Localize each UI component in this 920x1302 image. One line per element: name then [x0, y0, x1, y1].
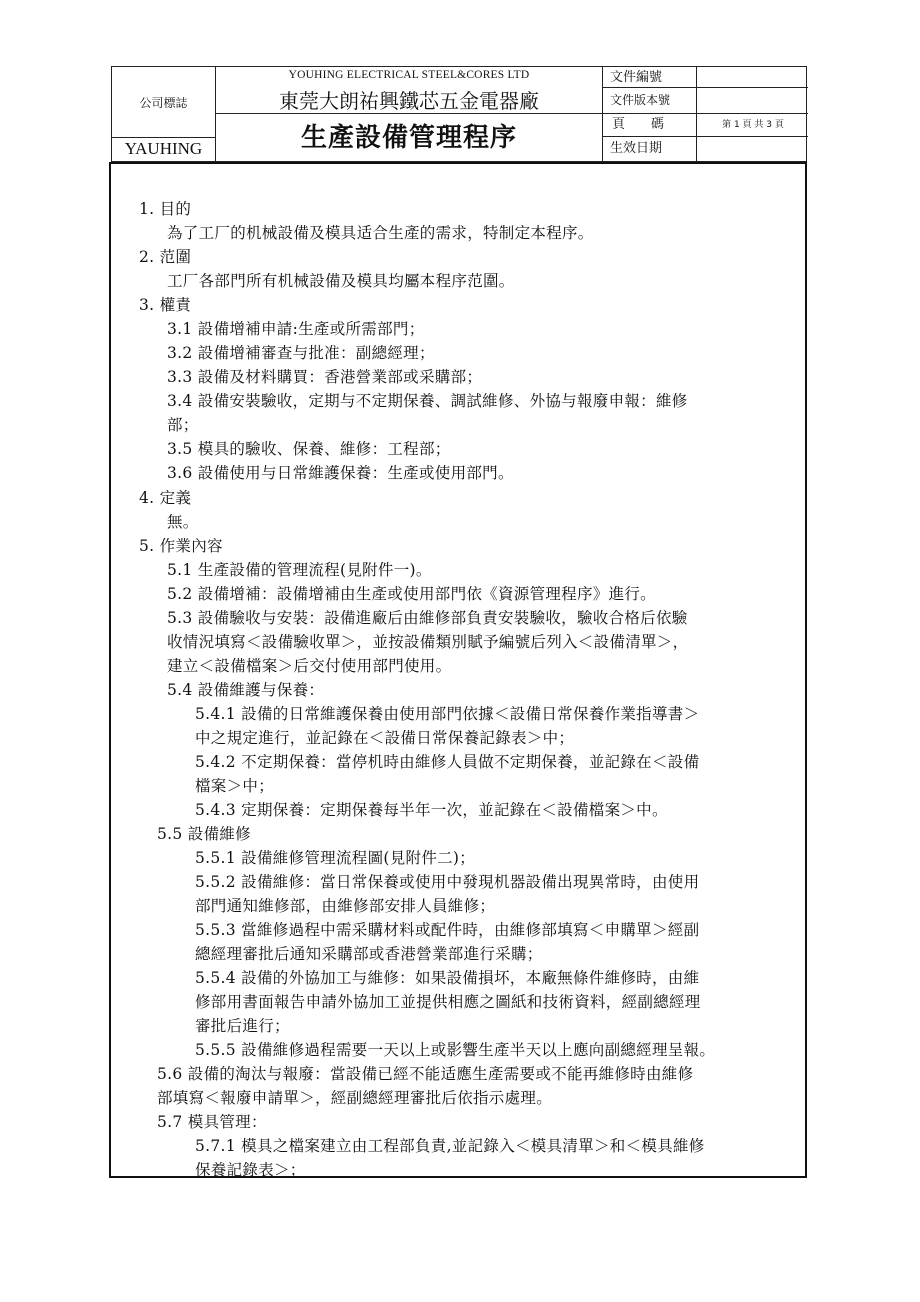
body-line: 中之規定進行，並記錄在＜設備日常保養記錄表＞中；	[195, 729, 575, 747]
body-line: 3.3 設備及材料購買：香港營業部或采購部；	[167, 368, 483, 386]
logo-label: 公司標誌	[139, 95, 188, 110]
body-line: 5.4 設備維護与保養：	[167, 681, 325, 699]
body-line: 部；	[167, 416, 199, 434]
company-name-en: YOUHING ELECTRICAL STEEL&CORES LTD	[288, 69, 530, 81]
body-line: 修部用書面報告申請外協加工並提供相應之圖紙和技術資料，經副總經理	[195, 993, 701, 1011]
body-line: 保養記錄表＞；	[195, 1161, 306, 1179]
body-line: 5.1 生產設備的管理流程(見附件一)。	[167, 561, 432, 579]
body-line: 為了工厂的机械設備及模具适合生產的需求，特制定本程序。	[167, 224, 594, 242]
section-heading: 3. 權責	[139, 296, 192, 314]
section-heading: 1. 目的	[139, 200, 192, 218]
body-line: 5.4.3 定期保養：定期保養每半年一次，並記錄在＜設備檔案＞中。	[195, 801, 668, 819]
body-line: 3.4 設備安裝驗收，定期与不定期保養、調試維修、外協与報廢申報：維修	[167, 392, 688, 410]
body-line: 建立＜設備檔案＞后交付使用部門使用。	[167, 657, 452, 675]
document-title: 生產設備管理程序	[300, 123, 517, 153]
body-line: 3.1 設備增補申請:生產或所需部門；	[167, 320, 425, 338]
section-heading: 4. 定義	[139, 489, 192, 507]
effective-date-value	[698, 137, 808, 161]
body-line: 總經理審批后通知采購部或香港營業部進行采購；	[195, 945, 543, 963]
body-line: 5.5.2 設備維修：當日常保養或使用中發現机器設備出現異常時，由使用	[195, 873, 700, 891]
body-line: 5.6 設備的淘汰与報廢：當設備已經不能适應生產需要或不能再維修時由維修	[157, 1065, 694, 1083]
body-line: 5.3 設備驗收与安裝：設備進廠后由維修部負責安裝驗收，驗收合格后依驗	[167, 609, 688, 627]
section-heading: 2. 范圍	[139, 248, 192, 266]
body-line: 5.5.1 設備維修管理流程圖(見附件二)；	[195, 849, 476, 867]
header-divider	[696, 67, 697, 161]
brand-name: YAUHING	[124, 139, 203, 158]
body-line: 3.6 設備使用与日常維護保養：生產或使用部門。	[167, 464, 514, 482]
body-line: 3.5 模具的驗收、保養、維修：工程部；	[167, 440, 451, 458]
doc-version-label: 文件版本號	[610, 93, 671, 107]
body-line: 5.4.1 設備的日常維護保養由使用部門依據＜設備日常保養作業指導書＞	[195, 705, 700, 723]
section-heading: 5. 作業內容	[139, 537, 223, 555]
body-line: 5.7 模具管理：	[157, 1113, 267, 1131]
header-divider	[602, 67, 603, 161]
body-line: 5.2 設備增補：設備增補由生產或使用部門依《資源管理程序》進行。	[167, 585, 656, 603]
body-line: 3.2 設備增補審查与批准：副總經理；	[167, 344, 435, 362]
body-line: 5.5.5 設備維修過程需要一天以上或影響生產半天以上應向副總經理呈報。	[195, 1041, 716, 1059]
body-line: 收情況填寫＜設備驗收單＞，並按設備類別賦予編號后列入＜設備清單＞，	[167, 633, 689, 651]
body-line: 部填寫＜報廢申請單＞，經副總經理審批后依指示處理。	[157, 1089, 553, 1107]
body-line: 檔案＞中；	[195, 777, 275, 795]
company-name-cn: 東莞大朗祐興鐵芯五金電器廠	[279, 89, 539, 113]
body-line: 審批后進行；	[195, 1017, 290, 1035]
page-number-label: 頁 碼	[612, 117, 665, 132]
effective-date-label: 生效日期	[610, 141, 663, 156]
body-line: 無。	[167, 513, 199, 531]
body-line: 5.5 設備維修	[157, 825, 251, 843]
document-header	[111, 66, 807, 162]
page-number-value: 第 1 頁 共 3 頁	[722, 120, 784, 130]
body-line: 工厂各部門所有机械設備及模具均屬本程序范圍。	[167, 272, 515, 290]
body-line: 5.5.3 當維修過程中需采購材料或配件時，由維修部填寫＜申購單＞經副	[195, 921, 700, 939]
body-line: 5.5.4 設備的外協加工与維修：如果設備損坏，本廠無條件維修時，由維	[195, 969, 700, 987]
body-line: 5.4.2 不定期保養：當停机時由維修人員做不定期保養，並記錄在＜設備	[195, 753, 700, 771]
doc-version-value	[698, 88, 808, 112]
doc-number-label: 文件編號	[610, 70, 663, 85]
body-line: 部門通知維修部，由維修部安排人員維修；	[195, 897, 496, 915]
body-line: 5.7.1 模具之檔案建立由工程部負責,並記錄入＜模具清單＞和＜模具維修	[195, 1137, 705, 1155]
doc-number-value	[698, 68, 808, 88]
